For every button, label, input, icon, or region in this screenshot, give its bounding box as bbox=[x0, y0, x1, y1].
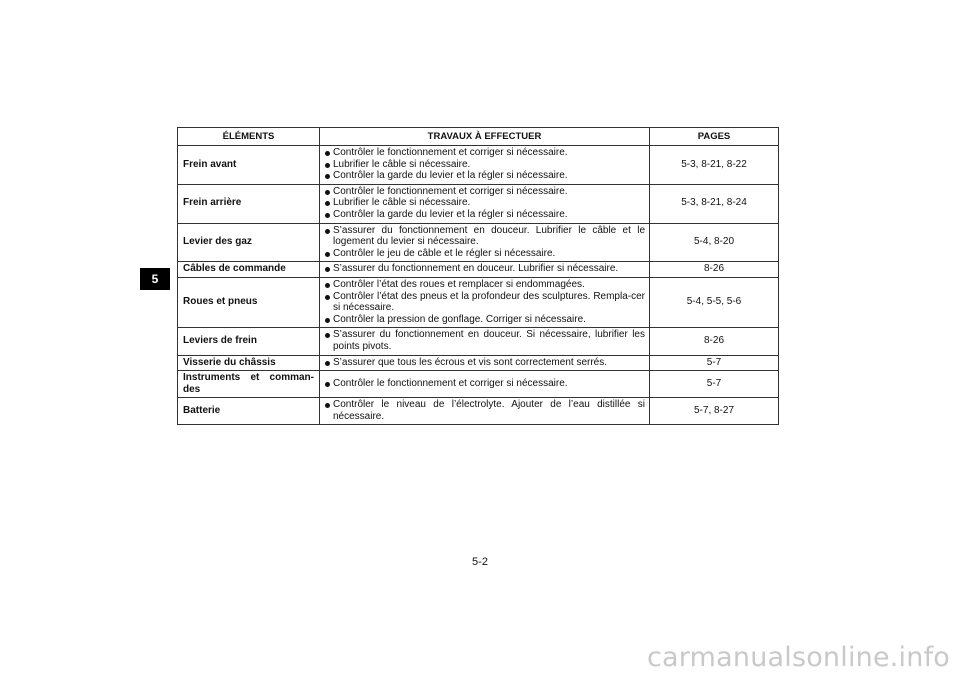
task-item: Contrôler le niveau de l’électrolyte. Ajouter de l’eau distillée si nécessaire. bbox=[324, 399, 645, 422]
bullet-icon bbox=[325, 190, 330, 195]
task-item: S’assurer du fonctionnement en douceur. Si nécessaire, lubrifier les points pivots. bbox=[324, 329, 645, 352]
element-cell bbox=[178, 328, 320, 355]
bullet-icon bbox=[325, 163, 330, 168]
task-item: Contrôler le fonctionnement et corriger si nécessaire. bbox=[324, 378, 645, 390]
watermark: carmanualsonline.info bbox=[647, 642, 950, 673]
task-item: Contrôler l’état des roues et remplacer si endommagées. bbox=[324, 279, 645, 291]
bullet-icon bbox=[325, 283, 330, 288]
bullet-icon bbox=[325, 403, 330, 408]
table-row bbox=[178, 184, 779, 223]
bullet-icon bbox=[325, 213, 330, 218]
bullet-icon bbox=[325, 267, 330, 272]
element-label: Roues et pneus bbox=[183, 296, 258, 308]
pages-cell: 5-4, 5-5, 5-6 bbox=[650, 277, 779, 327]
element-cell bbox=[178, 223, 320, 262]
tasks-cell bbox=[320, 277, 650, 327]
task-item: Contrôler le fonctionnement et corriger si nécessaire. bbox=[324, 147, 645, 159]
bullet-icon bbox=[325, 174, 330, 179]
pages-cell: 8-26 bbox=[650, 328, 779, 355]
bullet-icon bbox=[325, 252, 330, 257]
tasks-cell bbox=[320, 184, 650, 223]
maintenance-table bbox=[177, 127, 779, 425]
element-cell bbox=[178, 146, 320, 185]
table-row bbox=[178, 328, 779, 355]
task-item: Lubrifier le câble si nécessaire. bbox=[324, 159, 645, 171]
task-item: Contrôler l’état des pneus et la profondeur des sculptures. Rempla-cer si nécessaire. bbox=[324, 291, 645, 314]
table-row bbox=[178, 355, 779, 371]
pages-cell: 5-3, 8-21, 8-22 bbox=[650, 146, 779, 185]
page-number: 5-2 bbox=[472, 556, 488, 568]
task-item: Contrôler le jeu de câble et le régler si nécessaire. bbox=[324, 248, 645, 260]
pages-cell: 5-4, 8-20 bbox=[650, 223, 779, 262]
task-item: Contrôler le fonctionnement et corriger si nécessaire. bbox=[324, 186, 645, 198]
table-header-row bbox=[178, 128, 779, 146]
header-elements: ÉLÉMENTS bbox=[178, 128, 320, 146]
bullet-icon bbox=[325, 333, 330, 338]
chapter-tab: 5 bbox=[140, 268, 170, 290]
element-cell bbox=[178, 184, 320, 223]
header-pages: PAGES bbox=[650, 128, 779, 146]
element-label: Leviers de frein bbox=[183, 335, 257, 347]
task-item: S’assurer du fonctionnement en douceur. Lubrifier si nécessaire. bbox=[324, 263, 645, 275]
task-item: Contrôler la pression de gonflage. Corriger si nécessaire. bbox=[324, 314, 645, 326]
bullet-icon bbox=[325, 318, 330, 323]
bullet-icon bbox=[325, 201, 330, 206]
task-item: S’assurer du fonctionnement en douceur. Lubrifier le câble et le logement du levier si nécessaire. bbox=[324, 225, 645, 248]
tasks-cell bbox=[320, 328, 650, 355]
element-label: Batterie bbox=[183, 405, 221, 417]
element-cell bbox=[178, 371, 320, 398]
table-row bbox=[178, 223, 779, 262]
table-row bbox=[178, 262, 779, 278]
element-label: Levier des gaz bbox=[183, 236, 252, 248]
element-label: Instruments et comman-des bbox=[183, 372, 314, 395]
pages-cell: 5-7 bbox=[650, 371, 779, 398]
element-cell bbox=[178, 355, 320, 371]
bullet-icon bbox=[325, 229, 330, 234]
pages-cell: 5-7 bbox=[650, 355, 779, 371]
task-item: Contrôler la garde du levier et la régler si nécessaire. bbox=[324, 170, 645, 182]
bullet-icon bbox=[325, 151, 330, 156]
table-row bbox=[178, 277, 779, 327]
element-label: Frein arrière bbox=[183, 197, 242, 209]
element-cell bbox=[178, 398, 320, 425]
element-label: Câbles de commande bbox=[183, 263, 286, 275]
task-item: Lubrifier le câble si nécessaire. bbox=[324, 197, 645, 209]
pages-cell: 5-7, 8-27 bbox=[650, 398, 779, 425]
tasks-cell bbox=[320, 262, 650, 278]
tasks-cell bbox=[320, 398, 650, 425]
element-label: Frein avant bbox=[183, 158, 237, 170]
element-label: Visserie du châssis bbox=[183, 356, 276, 368]
table-row bbox=[178, 398, 779, 425]
pages-cell: 5-3, 8-21, 8-24 bbox=[650, 184, 779, 223]
pages-cell: 8-26 bbox=[650, 262, 779, 278]
bullet-icon bbox=[325, 361, 330, 366]
table-row bbox=[178, 371, 779, 398]
tasks-cell bbox=[320, 371, 650, 398]
bullet-icon bbox=[325, 295, 330, 300]
tasks-cell bbox=[320, 355, 650, 371]
table-row bbox=[178, 146, 779, 185]
tasks-cell bbox=[320, 146, 650, 185]
tasks-cell bbox=[320, 223, 650, 262]
task-item: Contrôler la garde du levier et la régler si nécessaire. bbox=[324, 209, 645, 221]
element-cell bbox=[178, 262, 320, 278]
task-item: S’assurer que tous les écrous et vis sont correctement serrés. bbox=[324, 357, 645, 369]
element-cell bbox=[178, 277, 320, 327]
bullet-icon bbox=[325, 382, 330, 387]
header-tasks: TRAVAUX À EFFECTUER bbox=[320, 128, 650, 146]
